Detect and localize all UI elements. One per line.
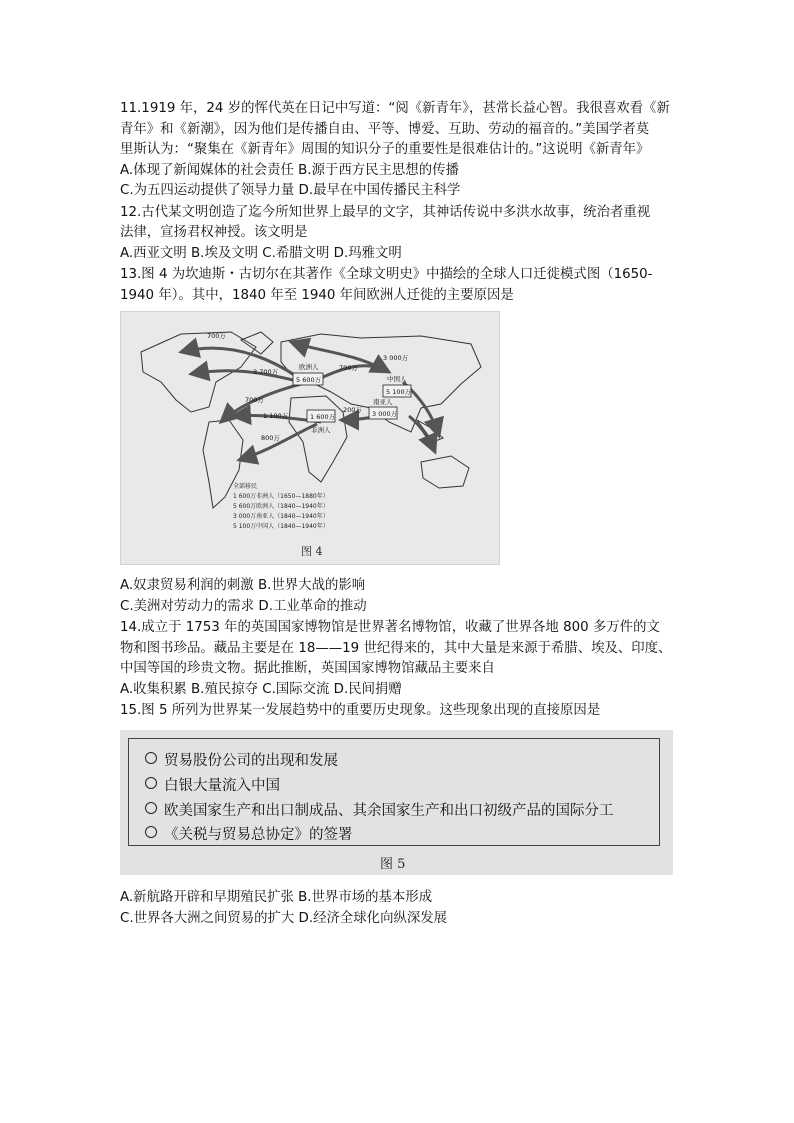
figure-5-item-text: 欧美国家生产和出口制成品、其余国家生产和出口初级产品的国际分工 [164,803,614,819]
legend-title: 全部移民 [233,483,258,490]
legend-entry: 3 000万南亚人（1840—1940年） [233,513,329,520]
flow-label: 3 000万 [383,354,409,362]
q11-options-ab: A.体现了新闻媒体的社会责任 B.源于西方民主思想的传播 [120,163,459,178]
q14-options: A.收集积累 B.殖民掠夺 C.国际交流 D.民间捐赠 [120,682,402,697]
flow-label: 800万 [261,434,280,442]
figure-5-box [128,738,660,846]
q13-stem-line-2: 1940 年）。其中，1840 年至 1940 年间欧洲人迁徙的主要原因是 [120,288,514,303]
flow-label: 200万 [343,406,362,414]
flow-label: 1 100万 [263,412,289,420]
legend-entry: 1 600万非洲人（1650—1880年） [233,493,329,500]
q15-options-ab: A.新航路开辟和早期殖民扩张 B.世界市场的基本形成 [120,890,433,905]
q14-stem-line-3: 中国等国的珍贵文物。据此推断，英国国家博物馆藏品主要来自 [120,661,495,676]
box-china-text: 5 100万 [386,388,412,396]
label-europe: 欧洲人 [299,363,319,371]
figure-5-caption: 图 5 [380,857,406,872]
figure-5-item-text: 白银大量流入中国 [164,778,280,794]
q15-stem: 15.图 5 所列为世界某一发展趋势中的重要历史现象。这些现象出现的直接原因是 [120,703,601,718]
q12-options: A.西亚文明 B.埃及文明 C.希腊文明 D.玛雅文明 [120,246,402,261]
figure-5-item [145,749,338,770]
bullet-circle-icon [145,802,157,814]
q11-stem-line-2: 青年》和《新潮》，因为他们是传播自由、平等、博爱、互助、劳动的福音的。”美国学者莫 [120,122,650,137]
bullet-circle-icon [145,777,157,789]
bullet-circle-icon [145,752,157,764]
q13-stem-line-1: 13.图 4 为坎迪斯・古切尔在其著作《全球文明史》中描绘的全球人口迁徙模式图（1650- [120,267,653,282]
flow-label: 700万 [245,396,264,404]
label-southasia: 南亚人 [373,398,393,406]
figure-4-caption: 图 4 [301,545,323,558]
figure-5-item [145,799,614,820]
q12-stem-line-2: 法律，宣扬君权神授。该文明是 [120,225,308,240]
label-africa: 非洲人 [311,426,331,434]
q13-options-cd: C.美洲对劳动力的需求 D.工业革命的推动 [120,599,367,614]
figure-5-item-text: 《关税与贸易总协定》的签署 [164,827,353,843]
q15-options-cd: C.世界各大洲之间贸易的扩大 D.经济全球化向纵深发展 [120,911,448,926]
q11-stem-line-3: 里斯认为：“聚集在《新青年》周围的知识分子的重要性是很难估计的。”这说明《新青年》 [120,142,650,157]
q14-stem-line-1: 14.成立于 1753 年的英国国家博物馆是世界著名博物馆，收藏了世界各地 800 多万件的文 [120,620,660,635]
q12-stem-line-1: 12.古代某文明创造了迄今所知世界上最早的文字，其神话传说中多洪水故事，统治者重视 [120,205,651,220]
box-africa-text: 1 600万 [310,413,336,421]
figure-5-item [145,823,353,844]
figure-5-item-text: 贸易股份公司的出现和发展 [164,753,338,769]
q13-options-ab: A.奴隶贸易利润的刺激 B.世界大战的影响 [120,578,366,593]
box-europe-text: 5 600万 [296,376,322,384]
figure-4-migration-map [120,311,500,565]
q14-stem-line-2: 物和图书珍品。藏品主要是在 18——19 世纪得来的，其中大量是来源于希腊、埃及、印度、 [120,641,672,656]
flow-label: 700万 [207,332,226,340]
q11-stem-line-1: 11.1919 年，24 岁的恽代英在日记中写道：“阅《新青年》，甚常长益心智。我很喜欢看《新 [120,101,670,116]
figure-5-photo [120,730,673,875]
legend-entry: 5 600万欧洲人（1840—1940年） [233,503,329,510]
label-china: 中国人 [387,375,407,383]
world-map [121,312,500,565]
figure-5-item [145,774,280,795]
flow-label: 3 700万 [253,368,279,376]
box-southasia-text: 3 000万 [372,410,398,418]
flow-label: 700万 [339,364,358,372]
q11-options-cd: C.为五四运动提供了领导力量 D.最早在中国传播民主科学 [120,183,461,198]
bullet-circle-icon [145,826,157,838]
figure-4-legend [233,482,329,530]
legend-entry: 5 100万中国人（1840—1940年） [233,523,329,530]
